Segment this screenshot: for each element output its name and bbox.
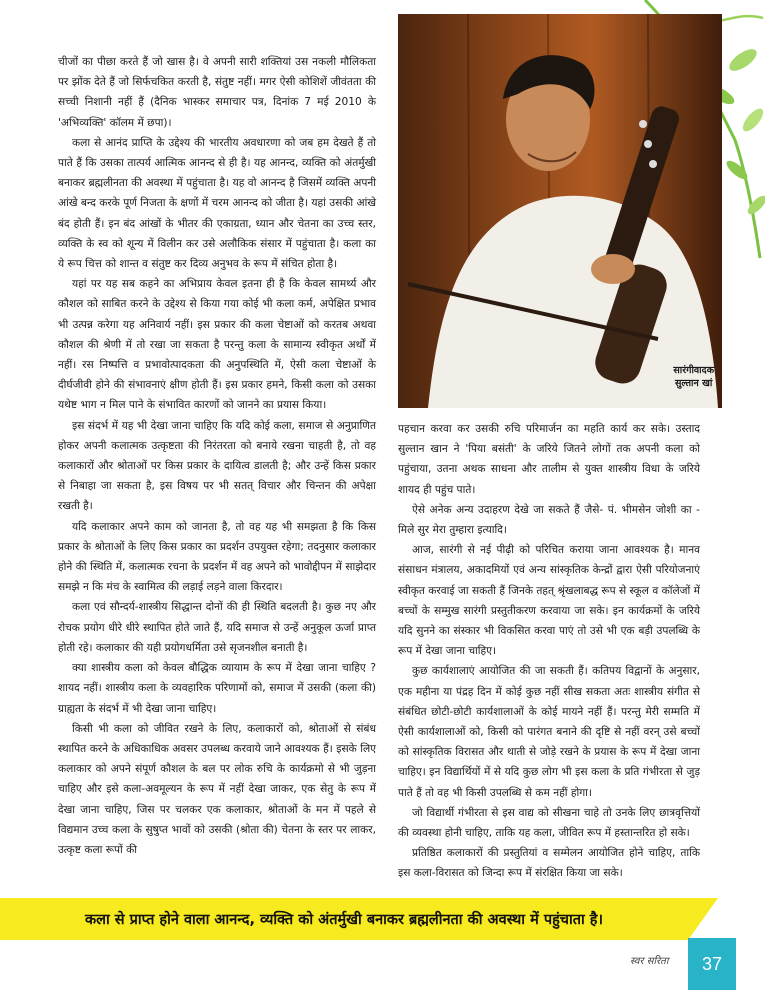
paragraph: चीजों का पीछा करते हैं जो खास है। वे अपनी सारी शक्तियां उस नकली मौलिकता पर झोंक देते हैं जो सिर्फचकित करती है, संतुष्ट नहीं। मगर ऐसी कोशिशें जीवंतता की सच्ची निशानी नहीं हैं (दैनिक भास्कर समाचार पत्र, दिनांक 7 मई 2010 के 'अभिव्यक्ति' कॉलम में छपा)। <box>58 56 376 129</box>
paragraph: इस संदर्भ में यह भी देखा जाना चाहिए कि यदि कोई कला, समाज से अनुप्राणित होकर अपनी कलात्मक उत्कृष्टता की निरंतरता को बनाये रखना चाहती है, तो वह कलाकारों और श्रोताओं पर किस प्रकार के दायित्व डालती है; और उन्हें किस प्रकार से निबाहा जा सकता है, इस विषय पर भी सतत् विचार और चिन्तन की अपेक्षा रखती है। <box>58 419 376 513</box>
page-number-text: 37 <box>701 953 723 974</box>
paragraph: किसी भी कला को जीवित रखने के लिए, कलाकारों को, श्रोताओं से संबंध स्थापित करने के अधिकाधिक अवसर उपलब्ध करवाये जाने आवश्यक हैं। इसके लिए कलाकार को अपने संपूर्ण कौशल के बल पर लोक रुचि के कार्यक्रमो से भी जुड़ना चाहिए और इसे कला-अवमूल्यन के रूप में नहीं देखा जाकर, एक सेतु के रूप में देखा जाना चाहिए, जिस पर चलकर एक कलाकार, श्रोताओं के मन में पहले से विद्यमान उच्च कला के सुषुप्त भावों को उसकी (श्रोता की) चेतना के स्तर पर लाकर, उत्कृष्ट कला रूपों की <box>58 722 376 856</box>
magazine-name: स्वर सरिता <box>630 956 669 967</box>
pull-quote-banner <box>0 898 688 940</box>
photo-caption <box>673 364 714 390</box>
paragraph: आज, सारंगी से नई पीढ़ी को परिचित कराया जाना आवश्यक है। मानव संसाधन मंत्रालय, अकादमियों एवं अन्य सांस्कृतिक केन्द्रों द्वारा ऐसी परियोजनाएं स्वीकृत करवाई जा सकती हैं जिनके तहत् श्रृंखलाबद्ध रूप से स्कूल व कॉलेजों में बच्चों के सम्मुख सारंगी प्रस्तुतीकरण करवाया जा सके। इन कार्यक्रमों के जरिये यदि सुनने का संस्कार भी विकसित करवा पाएं तो उसे भी एक बड़ी उपलब्धि के रूप में देखा जाना चाहिए। <box>398 544 700 658</box>
paragraph: कला से आनंद प्राप्ति के उद्देश्य की भारतीय अवधारणा को जब हम देखते हैं तो पाते हैं कि उसका तात्पर्य आत्मिक आनन्द से ही है। यह आनन्द, व्यक्ति को अंतर्मुखी बनाकर ब्रह्मलीनता की अवस्था में पहुंचाता है। यह वो आनन्द है जिसमें व्यक्ति अपनी आंखे बन्द करके पूर्ण निजता के क्षणों में चरम आनन्द को जीता है। यहां उसकी आंखे बंद होती हैं। इन बंद आंखों के भीतर की एकाग्रता, ध्यान और चेतना का उच्च स्तर, व्यक्ति के स्व को शून्य में विलीन कर उसे अलौकिक संसार में पहुंचाता है। कला का ये रूप चित्त को शान्त व संतुष्ट कर दिव्य अनुभव के रूप में संचित होता है। <box>58 136 376 271</box>
paragraph: प्रतिष्ठित कलाकारों की प्रस्तुतियां व सम्मेलन आयोजित होने चाहिए, ताकि इस कला-विरासत को जिन्दा रूप में संरक्षित किया जा सके। <box>398 847 700 880</box>
pull-quote-banner-tail <box>688 898 718 940</box>
paragraph: क्या शास्त्रीय कला को केवल बौद्धिक व्यायाम के रूप में देखा जाना चाहिए ? शायद नहीं। शास्त्रीय कला के व्यवहारिक परिणामों को, समाज में उसकी (कला की) ग्राह्यता के संदर्भ में भी देखा जाना चाहिए। <box>58 662 376 715</box>
paragraph: यदि कलाकार अपने काम को जानता है, तो वह यह भी समझता है कि किस प्रकार के श्रोताओं के लिए किस प्रकार का प्रदर्शन उपयुक्त रहेगा; तदनुसार कलाकार होने की स्थिति में, कलात्मक रचना के प्रदर्शन में वह अपने को भावोद्दीपन में साझेदार समझे न कि मंच के स्वामित्व की लड़ाई लड़ने वाला किरदार। <box>58 520 376 594</box>
paragraph: यहां पर यह सब कहने का अभिप्राय केवल इतना ही है कि केवल सामर्थ्य और कौशल को साबित करने के उद्देश्य से किया गया कोई भी कला कर्म, अपेक्षित प्रभाव भी उत्पन्न करेगा यह अनिवार्य नहीं। इस प्रकार की कला चेष्टाओं को करतब अथवा कौशल की श्रेणी में तो रखा जा सकता है परन्तु कला के सामान्य स्वीकृत अर्थों में नहीं। रस निष्पत्ति व प्रभावोत्पादकता की अनुपस्थिति में, ऐसी कला चेष्टाओं के दीर्घजीवी होने की संभावनाएं क्षीण होती हैं। इस प्रकार हमने, किसी कला को उसका यथेष्ट भाग न मिल पाने के संभावित कारणों को जानने का प्रयास किया। <box>58 278 376 412</box>
paragraph: जो विद्यार्थी गंभीरता से इस वाद्य को सीखना चाहे तो उनके लिए छात्रवृत्तियों की व्यवस्था होनी चाहिए, ताकि यह कला, जीवित रूप में हस्तान्तरित हो सके। <box>398 806 700 840</box>
page-number <box>688 938 736 990</box>
paragraph: पहचान करवा कर उसकी रुचि परिमार्जन का महति कार्य कर सके। उस्ताद सुल्तान खान ने 'पिया बसंती' के जरिये जितने लोगों तक अपनी कला को पहुंचाया, उतना अथक साधना और तालीम से युक्त शास्त्रीय विधा के जरिये शायद ही पहुंच पाते। <box>398 423 700 496</box>
pull-quote-text: कला से प्राप्त होने वाला आनन्द, व्यक्ति को अंतर्मुखी बनाकर ब्रह्मलीनता की अवस्था में पहुंचाता है। <box>84 912 603 928</box>
paragraph: कला एवं सौन्दर्य-शास्त्रीय सिद्धान्त दोनों की ही स्थिति बदलती है। कुछ नए और रोचक प्रयोग धीरे धीरे स्थापित होते जाते हैं, यदि समाज से उन्हें अनुकूल ऊर्जा प्राप्त होती रहे। कलाकार की यही प्रयोगधर्मिता उसे सृजनशील बनाती है। <box>58 601 376 654</box>
paragraph: कुछ कार्यशालाएं आयोजित की जा सकती हैं। कतिपय विद्वानों के अनुसार, एक महीना या पंद्रह दिन में कोई कुछ नहीं सीख सकता अतः शास्त्रीय संगीत से संबंधित छोटी-छोटी कार्यशालाओं के कोई मायने नहीं हैं। परन्तु मेरी सम्मति में ऐसी कार्यशालाओं को, किसी को पारंगत बनाने की दृष्टि से नहीं वरन् उसे बच्चों को सांस्कृतिक विरासत और थाती से जोड़े रखने के प्रयास के रूप में देखा जाना चाहिए। इन विद्यार्थियों में से यदि कुछ लोग भी इस कला के प्रति गंभीरता से जुड़ पाते हैं तो वह भी किसी उपलब्धि से कम नहीं होगा। <box>398 665 700 799</box>
photo-caption-line2: सुल्तान खां <box>674 378 713 389</box>
article-right-column <box>398 419 700 884</box>
musician-illustration <box>398 14 722 408</box>
article-left-column <box>58 52 376 860</box>
photo-caption-line1: सारंगीवादक <box>673 365 714 376</box>
musician-photo <box>398 14 722 408</box>
paragraph: ऐसे अनेक अन्य उदाहरण देखे जा सकते हैं जैसे- पं. भीमसेन जोशी का - मिले सुर मेरा तुम्हारा इत्यादि। <box>398 503 700 537</box>
